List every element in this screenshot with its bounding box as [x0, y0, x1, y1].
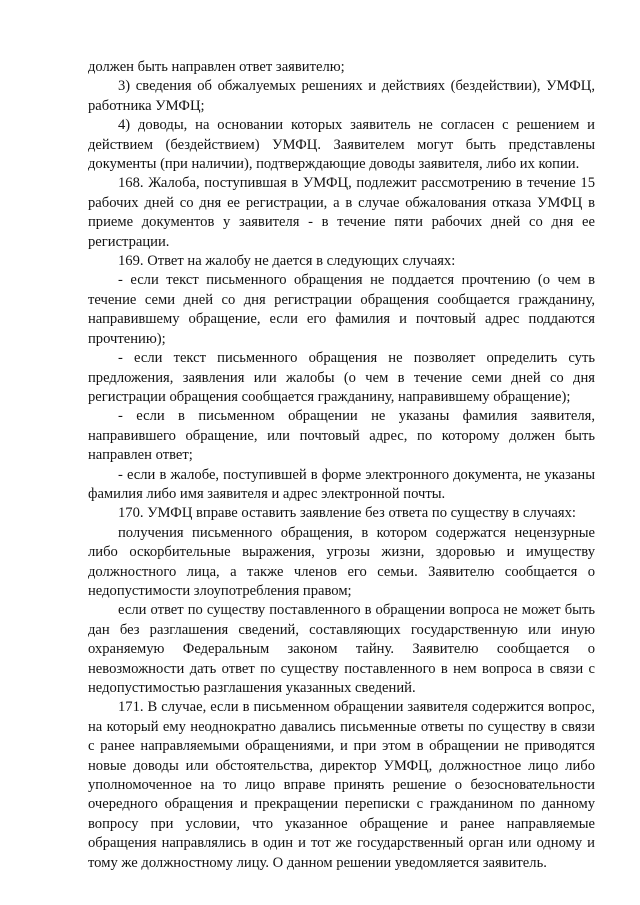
paragraph-169-case-1: - если текст письменного обращения не поддается прочтению (о чем в течение семи дней со дня регистрации обращения сообщается гражданину, направившему обращение, если его фамилия и почтовый адрес поддаются прочтению);	[88, 272, 595, 347]
paragraph-171: 171. В случае, если в письменном обращении заявителя содержится вопрос, на который ему неоднократно давались письменные ответы по существу в связи с ранее направляемыми обращениями, и при этом в обращении не приводятся новые доводы или обстоятельства, директор УМФЦ, должностное лицо либо уполномоченное на то лицо вправе принять решение о безосновательности очередного обращения и прекращении переписки с гражданином по данному вопросу при условии, что указанное обращение и ранее направляемые обращения направлялись в один и тот же государственный орган или одному и тому же должностному лицу. О данном решении уведомляется заявитель.	[88, 699, 595, 871]
paragraph-170: 170. УМФЦ вправе оставить заявление без ответа по существу в случаях:	[118, 505, 576, 522]
paragraph-continuation: должен быть направлен ответ заявителю;	[88, 59, 345, 75]
paragraph-168: 168. Жалоба, поступившая в УМФЦ, подлежит рассмотрению в течение 15 рабочих дней со дня ее регистрации, а в случае обжалования отказа УМФЦ в приеме документов у заявителя - в течение пяти рабочих дней со дня ее регистрации.	[88, 175, 595, 250]
paragraph-item-3: 3) сведения об обжалуемых решениях и действиях (бездействии), УМФЦ, работника УМФЦ;	[88, 78, 595, 114]
paragraph-item-4: 4) доводы, на основании которых заявитель не согласен с решением и действием (бездействием) УМФЦ. Заявителем могут быть представлены документы (при наличии), подтверждающие доводы заявителя, либо их копии.	[88, 117, 595, 173]
document-page	[88, 58, 595, 873]
paragraph-169-case-2: - если текст письменного обращения не позволяет определить суть предложения, заявления или жалобы (о чем в течение семи дней со дня регистрации обращения сообщается гражданину, направившему обращение);	[88, 350, 595, 405]
paragraph-169-case-4: - если в жалобе, поступившей в форме электронного документа, не указаны фамилия либо имя заявителя и адрес электронной почты.	[88, 466, 595, 502]
paragraph-170-case-2: если ответ по существу поставленного в обращении вопроса не может быть дан без разглашения сведений, составляющих государственную или иную охраняемую Федеральным законом тайну. Заявителю сообщается о невозможности дать ответ по существу поставленного в нем вопроса в связи с недопустимостью разглашения указанных сведений.	[88, 602, 595, 696]
paragraph-169-case-3: - если в письменном обращении не указаны фамилия заявителя, направившего обращение, или почтовый адрес, по которому должен быть направлен ответ;	[88, 408, 595, 464]
paragraph-170-case-1: получения письменного обращения, в котором содержатся нецензурные либо оскорбительные выражения, угрозы жизни, здоровью и имуществу должностного лица, а также членов его семьи. Заявителю сообщается о недопустимости злоупотребления правом;	[88, 524, 595, 599]
paragraph-169: 169. Ответ на жалобу не дается в следующих случаях:	[118, 253, 456, 270]
